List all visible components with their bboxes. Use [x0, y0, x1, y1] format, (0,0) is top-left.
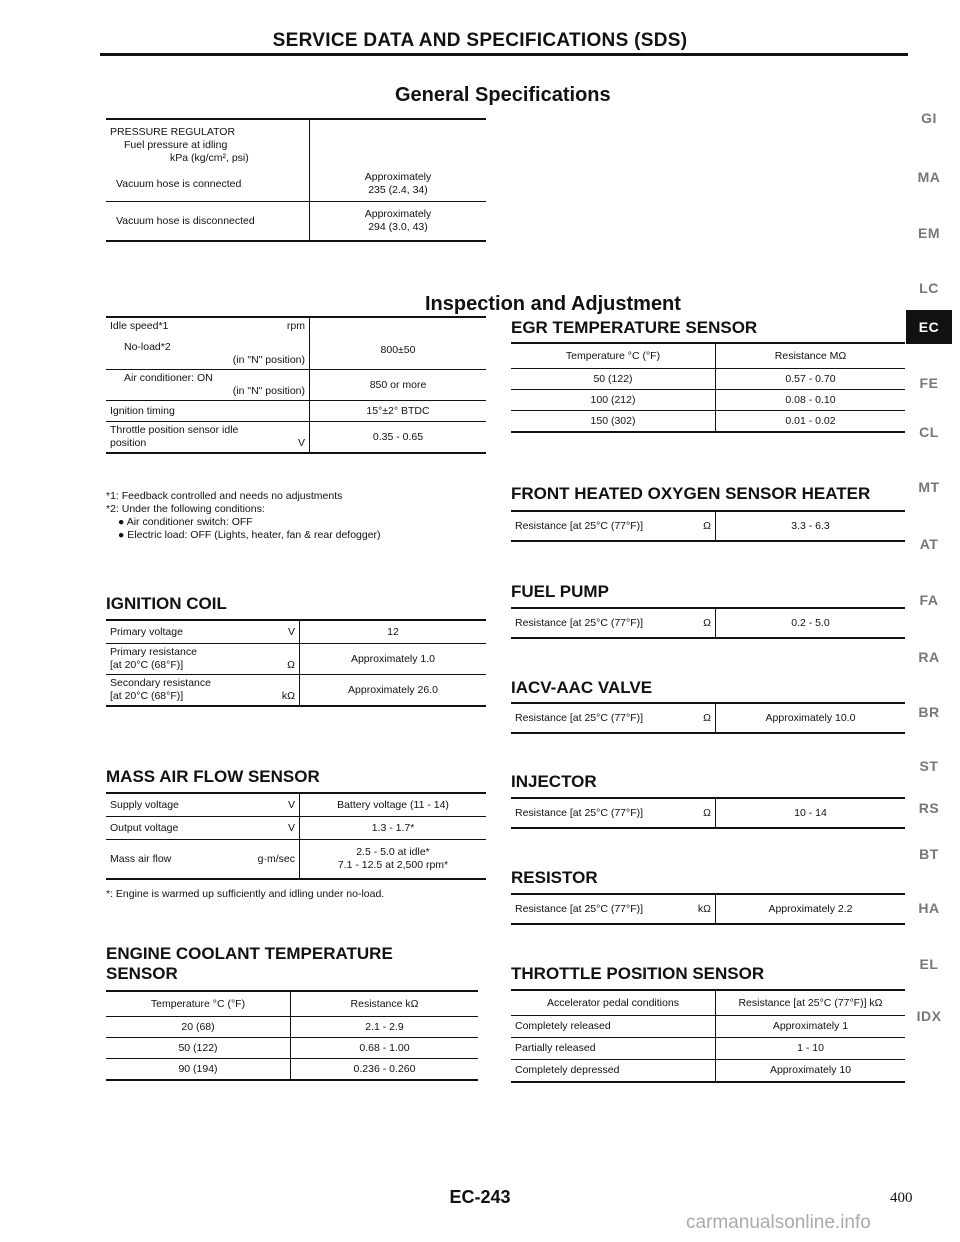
- output-voltage-label: Output voltage: [110, 821, 179, 834]
- fuel-pump-unit: Ω: [703, 616, 711, 629]
- primary-resistance-label-cell: [106, 644, 300, 675]
- injector-title: INJECTOR: [511, 772, 597, 791]
- idle-notes: [106, 490, 381, 542]
- iacv-unit: Ω: [703, 711, 711, 724]
- ect-table: [106, 990, 478, 1081]
- primary-voltage-value: 12: [300, 620, 487, 644]
- side-tab-ra[interactable]: RA: [918, 649, 940, 665]
- tps-condition-cell: Completely released: [511, 1016, 716, 1038]
- ect-title-line2: SENSOR: [106, 964, 178, 983]
- resistor-title: RESISTOR: [511, 868, 598, 887]
- vacuum-connected-value: Approximately 235 (2.4, 34): [364, 171, 432, 196]
- tps-resistance-cell: 1 - 10: [716, 1038, 906, 1060]
- ect-temp-cell: 20 (68): [106, 1017, 291, 1038]
- ac-sub: (in "N" position): [232, 385, 305, 397]
- output-voltage-unit: V: [287, 821, 295, 834]
- tps-idle-label: Throttle position sensor idle: [110, 424, 239, 436]
- ect-header-resistance: Resistance kΩ: [291, 991, 479, 1017]
- fuel-pump-label: Resistance [at 25°C (77°F)]: [515, 616, 644, 629]
- injector-label-cell: [511, 798, 716, 828]
- egr-title: EGR TEMPERATURE SENSOR: [511, 318, 758, 337]
- primary-voltage-unit: V: [287, 625, 295, 638]
- ignition-coil-table: [106, 619, 486, 707]
- page-title: SERVICE DATA AND SPECIFICATIONS (SDS): [272, 30, 688, 51]
- egr-temp-cell: 50 (122): [511, 369, 716, 390]
- mass-air-flow-idle: 2.5 - 5.0 at idle*: [356, 846, 430, 858]
- fuel-pump-title: FUEL PUMP: [511, 582, 609, 601]
- egr-resistance-cell: 0.08 - 0.10: [716, 390, 906, 411]
- fuel-pump-table: [511, 607, 905, 639]
- egr-resistance-cell: 0.57 - 0.70: [716, 369, 906, 390]
- ignition-coil-title: IGNITION COIL: [106, 594, 227, 613]
- maf-table: [106, 792, 486, 880]
- supply-voltage-label: Supply voltage: [110, 798, 179, 811]
- side-tab-cl[interactable]: CL: [919, 424, 939, 440]
- primary-resistance-label: Primary resistance: [110, 646, 197, 658]
- fho2-table: [511, 510, 905, 542]
- primary-resistance-unit: Ω: [287, 659, 295, 671]
- injector-unit: Ω: [703, 806, 711, 819]
- no-load-value: 800±50: [310, 317, 487, 370]
- ect-resistance-cell: 0.236 - 0.260: [291, 1059, 479, 1081]
- injector-label: Resistance [at 25°C (77°F)]: [515, 806, 644, 819]
- side-tab-at[interactable]: AT: [919, 536, 939, 552]
- primary-voltage-label: Primary voltage: [110, 625, 183, 638]
- supply-voltage-value: Battery voltage (11 - 14): [300, 793, 487, 817]
- fho2-label: Resistance [at 25°C (77°F)]: [515, 519, 644, 532]
- side-tab-idx[interactable]: IDX: [916, 1008, 942, 1024]
- secondary-resistance-label: Secondary resistance: [110, 677, 211, 689]
- iacv-table: [511, 702, 905, 734]
- injector-table: [511, 797, 905, 829]
- pressure-regulator-table: [106, 118, 486, 242]
- mass-air-flow-label: Mass air flow: [110, 852, 172, 865]
- note-3: Air conditioner switch: OFF: [126, 516, 253, 528]
- tps-header-resistance: Resistance [at 25°C (77°F)] kΩ: [716, 990, 906, 1016]
- page-code: EC-243: [449, 1187, 511, 1207]
- inspection-adjustment-title: Inspection and Adjustment: [425, 293, 681, 315]
- side-tab-ha[interactable]: HA: [918, 900, 940, 916]
- ect-header-temp: Temperature °C (°F): [106, 991, 291, 1017]
- resistor-label: Resistance [at 25°C (77°F)]: [515, 902, 644, 915]
- ignition-timing-label: Ignition timing: [106, 401, 310, 422]
- page-number: 400: [890, 1190, 913, 1206]
- side-tab-em[interactable]: EM: [918, 225, 940, 241]
- egr-table: [511, 342, 905, 433]
- mass-air-flow-value-cell: [300, 840, 487, 880]
- maf-note: *: Engine is warmed up sufficiently and idling under no-load.: [106, 888, 385, 900]
- note-3-row: ● Air conditioner switch: OFF: [118, 516, 253, 528]
- output-voltage-label-cell: [106, 817, 300, 840]
- title-rule: [100, 53, 908, 56]
- primary-resistance-value: Approximately 1.0: [300, 644, 487, 675]
- fuel-pump-label-cell: [511, 608, 716, 638]
- general-specifications-title: General Specifications: [395, 84, 611, 106]
- note-1: *1: Feedback controlled and needs no adjustments: [106, 490, 343, 502]
- side-tab-st[interactable]: ST: [919, 758, 939, 774]
- secondary-resistance-value: Approximately 26.0: [300, 675, 487, 707]
- mass-air-flow-unit: g·m/sec: [257, 852, 295, 865]
- fho2-value: 3.3 - 6.3: [716, 511, 906, 541]
- ac-label: Air conditioner: ON: [124, 372, 213, 384]
- ac-value: 850 or more: [310, 370, 487, 401]
- primary-resistance-cond: [at 20°C (68°F)]: [110, 659, 184, 671]
- note-2: *2: Under the following conditions:: [106, 503, 265, 515]
- tps-condition-cell: Partially released: [511, 1038, 716, 1060]
- tps-table: [511, 989, 905, 1083]
- vacuum-disconnected-value: Approximately 294 (3.0, 43): [310, 202, 487, 242]
- ect-title: [106, 944, 393, 984]
- tps-idle-value: 0.35 - 0.65: [310, 422, 487, 454]
- empty-cell: [310, 119, 487, 167]
- no-load-sub: (in "N" position): [232, 354, 305, 366]
- injector-value: 10 - 14: [716, 798, 906, 828]
- tps-idle-label-2: position: [110, 437, 147, 449]
- iacv-label: Resistance [at 25°C (77°F)]: [515, 711, 644, 724]
- output-voltage-value: 1.3 - 1.7*: [300, 817, 487, 840]
- secondary-resistance-cond: [at 20°C (68°F)]: [110, 690, 184, 702]
- idle-speed-table: [106, 316, 486, 454]
- side-tab-rs[interactable]: RS: [918, 800, 940, 816]
- resistor-label-cell: [511, 894, 716, 924]
- side-tab-mt[interactable]: MT: [918, 479, 940, 495]
- iacv-title: IACV-AAC VALVE: [511, 678, 653, 697]
- resistor-table: [511, 893, 905, 925]
- supply-voltage-unit: V: [287, 798, 295, 811]
- egr-header-resistance: Resistance MΩ: [716, 343, 906, 369]
- supply-voltage-label-cell: [106, 793, 300, 817]
- fho2-label-cell: [511, 511, 716, 541]
- fuel-pump-value: 0.2 - 5.0: [716, 608, 906, 638]
- pressure-regulator-label: PRESSURE REGULATOR: [110, 126, 236, 138]
- egr-header-temp: Temperature °C (°F): [511, 343, 716, 369]
- no-load-label: No-load*2: [124, 341, 171, 353]
- fuel-pressure-label: Fuel pressure at idling: [124, 139, 228, 151]
- ect-title-line1: ENGINE COOLANT TEMPERATURE: [106, 944, 393, 963]
- resistor-value: Approximately 2.2: [716, 894, 906, 924]
- note-4-row: ● Electric load: OFF (Lights, heater, fan & rear defogger): [118, 529, 381, 541]
- secondary-resistance-label-cell: [106, 675, 300, 707]
- side-tab-ma[interactable]: MA: [917, 169, 941, 185]
- maf-title: MASS AIR FLOW SENSOR: [106, 767, 320, 786]
- primary-voltage-label-cell: [106, 620, 300, 644]
- egr-resistance-cell: 0.01 - 0.02: [716, 411, 906, 433]
- mass-air-flow-label-cell: [106, 840, 300, 880]
- vacuum-connected-label: Vacuum hose is connected: [106, 167, 310, 202]
- side-tab-gi[interactable]: GI: [921, 110, 937, 126]
- side-tab-fa[interactable]: FA: [919, 592, 939, 608]
- tps-title: THROTTLE POSITION SENSOR: [511, 964, 765, 983]
- pressure-regulator-label-cell: [106, 119, 310, 167]
- ect-resistance-cell: 2.1 - 2.9: [291, 1017, 479, 1038]
- resistor-unit: kΩ: [697, 902, 711, 915]
- iacv-label-cell: [511, 703, 716, 733]
- idle-speed-label: Idle speed*1: [110, 320, 169, 332]
- tps-condition-cell: Completely depressed: [511, 1060, 716, 1083]
- egr-temp-cell: 100 (212): [511, 390, 716, 411]
- fuel-pressure-unit: kPa (kg/cm², psi): [170, 152, 249, 164]
- fho2-unit: Ω: [703, 519, 711, 532]
- side-tab-el[interactable]: EL: [919, 956, 939, 972]
- vacuum-disconnected-label: Vacuum hose is disconnected: [106, 202, 310, 242]
- ac-label-cell: [106, 370, 310, 401]
- side-tab-fe[interactable]: FE: [919, 375, 939, 391]
- idle-speed-unit: rpm: [286, 320, 305, 332]
- mass-air-flow-2500: 7.1 - 12.5 at 2,500 rpm*: [337, 859, 449, 871]
- ect-temp-cell: 90 (194): [106, 1059, 291, 1081]
- secondary-resistance-unit: kΩ: [281, 690, 295, 702]
- side-tab-br[interactable]: BR: [918, 704, 940, 720]
- note-4: Electric load: OFF (Lights, heater, fan & rear defogger): [127, 529, 381, 541]
- side-tab-bt[interactable]: BT: [919, 846, 939, 862]
- tps-header-condition: Accelerator pedal conditions: [511, 990, 716, 1016]
- ect-temp-cell: 50 (122): [106, 1038, 291, 1059]
- egr-temp-cell: 150 (302): [511, 411, 716, 433]
- idle-speed-label-cell: [106, 317, 310, 370]
- tps-resistance-cell: Approximately 1: [716, 1016, 906, 1038]
- side-tab-ec[interactable]: EC: [906, 310, 952, 344]
- fho2-title: FRONT HEATED OXYGEN SENSOR HEATER: [511, 484, 871, 503]
- ignition-timing-value: 15°±2° BTDC: [310, 401, 487, 422]
- tps-resistance-cell: Approximately 10: [716, 1060, 906, 1083]
- tps-idle-unit: V: [297, 437, 305, 449]
- iacv-value: Approximately 10.0: [716, 703, 906, 733]
- tps-idle-label-cell: [106, 422, 310, 454]
- watermark: carmanualsonline.info: [686, 1212, 871, 1233]
- ect-resistance-cell: 0.68 - 1.00: [291, 1038, 479, 1059]
- side-tab-lc[interactable]: LC: [919, 280, 939, 296]
